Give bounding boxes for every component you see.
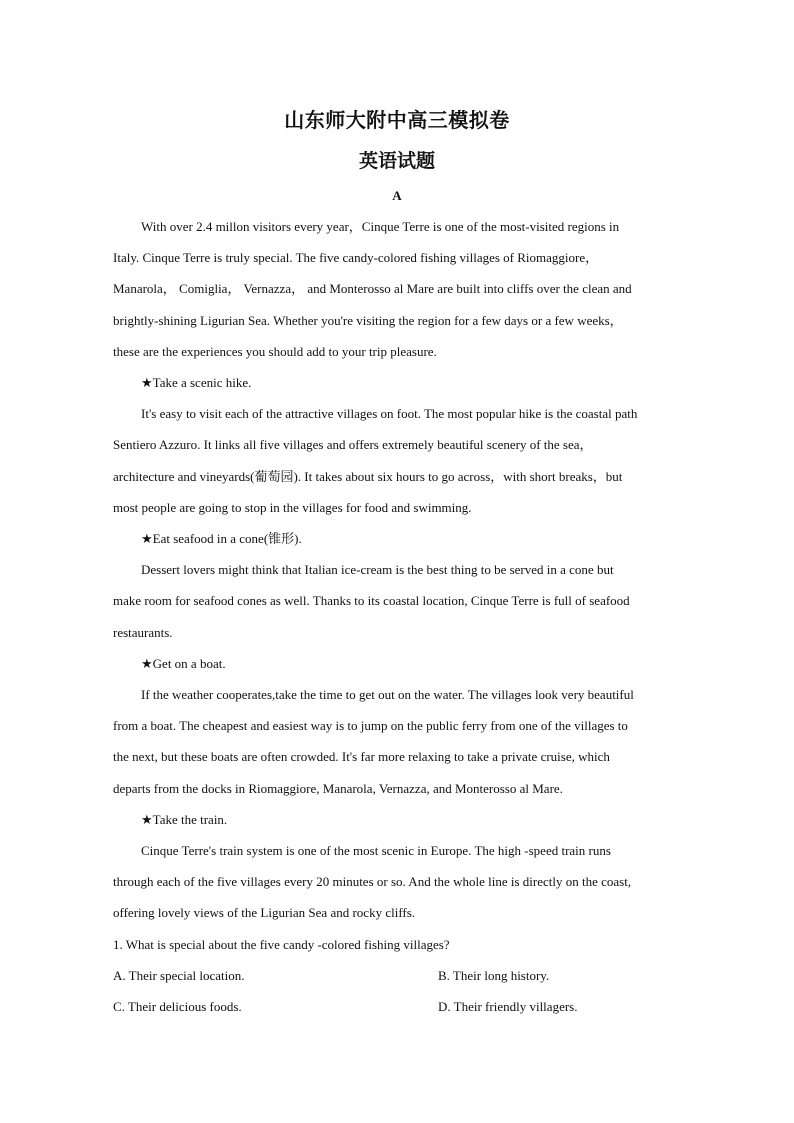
section-label: A <box>392 188 402 203</box>
passage-line: make room for seafood cones as well. Thanks to its coastal location, Cinque Terre is full of seafood <box>113 593 630 608</box>
passage-line: Cinque Terre's train system is one of the most scenic in Europe. The high -speed train runs <box>141 843 611 858</box>
section-heading: ★Take a scenic hike. <box>141 375 252 390</box>
passage-line: architecture and vineyards(葡萄园). It takes about six hours to go across，with short breaks，but <box>113 469 623 484</box>
passage-line: departs from the docks in Riomaggiore, Manarola, Vernazza, and Monterosso al Mare. <box>113 781 563 796</box>
passage-line: brightly-shining Ligurian Sea. Whether you're visiting the region for a few days or a few weeks， <box>113 313 623 328</box>
passage-line: Dessert lovers might think that Italian ice-cream is the best thing to be served in a cone but <box>141 562 614 577</box>
section-heading: ★Get on a boat. <box>141 656 226 671</box>
option-b: B. Their long history. <box>438 968 550 983</box>
passage-line: With over 2.4 millon visitors every year，Cinque Terre is one of the most-visited regions in <box>141 219 620 234</box>
passage-line: It's easy to visit each of the attractive villages on foot. The most popular hike is the coastal path <box>141 406 638 421</box>
passage-line: offering lovely views of the Ligurian Sea and rocky cliffs. <box>113 905 416 920</box>
exam-subtitle: 英语试题 <box>358 150 435 172</box>
option-a: A. Their special location. <box>113 968 245 983</box>
section-heading: ★Take the train. <box>141 812 228 827</box>
exam-title: 山东师大附中高三模拟卷 <box>284 108 510 132</box>
passage-line: most people are going to stop in the villages for food and swimming. <box>113 500 472 515</box>
passage-line: from a boat. The cheapest and easiest way is to jump on the public ferry from one of the villages to <box>113 718 628 733</box>
passage-line: restaurants. <box>113 625 173 640</box>
passage-line: If the weather cooperates,take the time to get out on the water. The villages look very beautiful <box>141 687 634 702</box>
passage-line: Sentiero Azzuro. It links all five villages and offers extremely beautiful scenery of the sea， <box>113 437 593 452</box>
passage-line: Manarola， Comiglia， Vernazza， and Monterosso al Mare are built into cliffs over the clean and <box>113 281 632 296</box>
passage-line: these are the experiences you should add to your trip pleasure. <box>113 344 437 359</box>
option-c: C. Their delicious foods. <box>113 999 242 1014</box>
option-d: D. Their friendly villagers. <box>438 999 578 1014</box>
passage-line: the next, but these boats are often crowded. It's far more relaxing to take a private cruise, which <box>113 749 610 764</box>
section-heading: ★Eat seafood in a cone(锥形). <box>141 531 302 546</box>
passage-line: through each of the five villages every 20 minutes or so. And the whole line is directly on the coast, <box>113 874 632 889</box>
passage-line: Italy. Cinque Terre is truly special. The five candy-colored fishing villages of Riomaggiore， <box>113 250 599 265</box>
question-stem: 1. What is special about the five candy -colored fishing villages? <box>113 937 450 952</box>
